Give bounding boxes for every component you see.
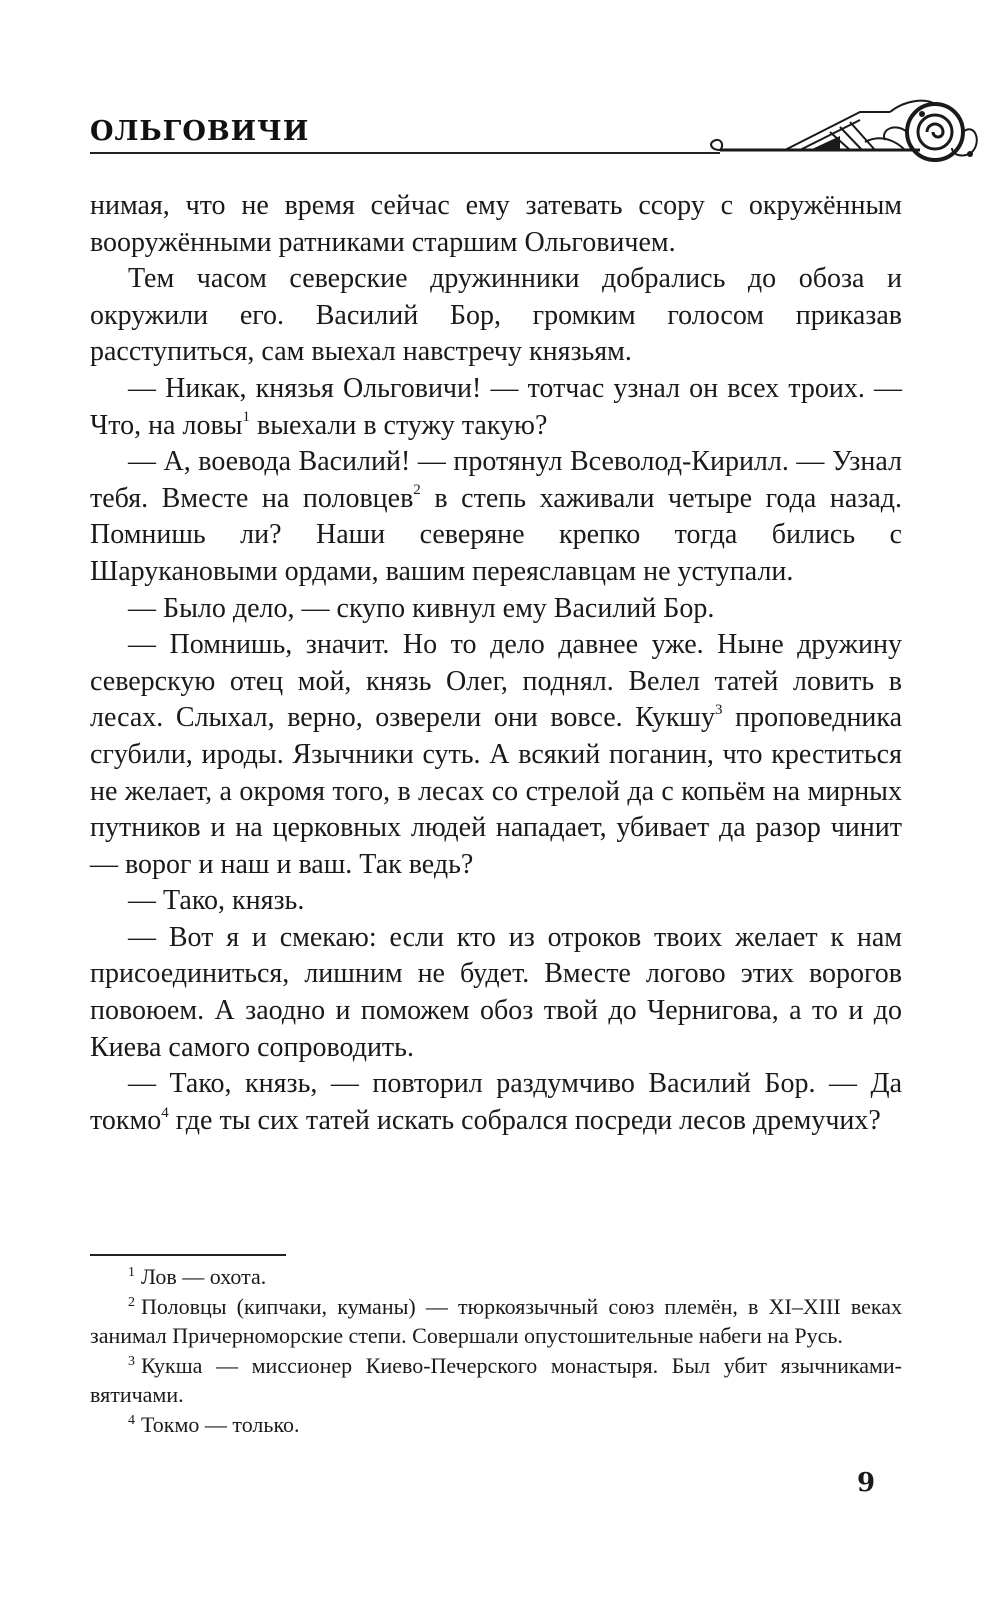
footnote bbox=[90, 1351, 902, 1409]
footnote-text: Кукша — миссионер Киево-Печерского монастыря. Был убит язычниками-вятичами. bbox=[90, 1353, 902, 1407]
footnote-marker[interactable]: 3 bbox=[715, 701, 723, 718]
footnote-number: 2 bbox=[128, 1294, 135, 1310]
footnote-rule bbox=[90, 1254, 286, 1256]
paragraph: Тем часом северские дружинники добрались до обоза и окружили его. Василий Бор, громким голосом приказав расступиться, сам выехал навстречу князьям. bbox=[90, 263, 902, 368]
paragraph bbox=[90, 627, 902, 883]
paragraph: — Было дело, — скупо кивнул ему Василий Бор. bbox=[128, 592, 715, 624]
footnote-number: 1 bbox=[128, 1264, 135, 1280]
paragraph-text: где ты сих татей искать собрался посреди лесов дремучих? bbox=[175, 1104, 881, 1136]
paragraph-text: — А, воевода Василий! — протянул Всеволод-Кирилл. — Узнал тебя. Вместе на половцев bbox=[90, 446, 902, 514]
paragraph: — Вот я и смекаю: если кто из отроков твоих желает к нам присоединиться, лишним не будет. Вместе логово этих ворогов повоюем. А заодно и поможем обоз твой до Чернигова, а то и до Киева самого сопроводить. bbox=[90, 921, 902, 1063]
paragraph bbox=[90, 371, 902, 444]
footnote-number: 3 bbox=[128, 1353, 135, 1369]
paragraph-text: — Никак, князья Ольговичи! — тотчас узнал он всех троих. — Что, на ловы bbox=[90, 372, 902, 441]
footnote-number: 4 bbox=[128, 1412, 135, 1428]
footnote-text: Половцы (кипчаки, куманы) — тюркоязычный союз племён, в XI–XIII веках занимал Причерноморские степи. Совершали опустошительные набеги на Русь. bbox=[90, 1294, 902, 1348]
scroll-ornament-icon bbox=[690, 92, 990, 172]
paragraph: нимая, что не время сейчас ему затевать ссору с окружённым вооружёнными ратниками старшим Ольговичем. bbox=[90, 190, 902, 258]
paragraph-text: — Помнишь, значит. Но то дело давнее уже. Ныне дружину северскую отец мой, князь Олег, поднял. Велел татей ловить в лесах. Слыхал, верно, озверели они вовсе. Кукшу bbox=[90, 629, 902, 734]
paragraph-text: в степь хаживали четыре года назад. Помнишь ли? Наши северяне крепко тогда бились с Шарукановыми ордами, вашим переяславцам не уступали. bbox=[90, 482, 902, 587]
paragraph-text: — Тако, князь, — повторил раздумчиво Василий Бор. — Да токмо bbox=[90, 1068, 902, 1136]
header-rule bbox=[90, 152, 720, 154]
footnote-marker[interactable]: 1 bbox=[242, 409, 250, 426]
footnote-marker[interactable]: 4 bbox=[161, 1104, 169, 1121]
footnote bbox=[90, 1410, 902, 1439]
page-header bbox=[90, 92, 910, 162]
paragraph: — Тако, князь. bbox=[128, 885, 305, 917]
footnote bbox=[90, 1262, 902, 1291]
footnote-marker[interactable]: 2 bbox=[413, 482, 421, 499]
footnote bbox=[90, 1292, 902, 1350]
body-text bbox=[90, 188, 902, 1139]
paragraph bbox=[90, 1066, 902, 1139]
footnote-text: Лов — охота. bbox=[141, 1264, 267, 1289]
running-title: ОЛЬГОВИЧИ bbox=[90, 116, 310, 147]
paragraph-text: выехали в стужу такую? bbox=[256, 409, 548, 441]
footnotes bbox=[90, 1262, 902, 1440]
paragraph bbox=[90, 444, 902, 590]
paragraph-text: проповедника сгубили, ироды. Язычники суть. А всякий поганин, что креститься не желает, а окромя того, в лесах со стрелой да с копьём на мирных путников и на церковных людей нападает, убивает да разор чинит — ворог и наш и ваш. Так ведь? bbox=[90, 702, 903, 880]
page-number: 9 bbox=[857, 1468, 876, 1498]
footnote-text: Токмо — только. bbox=[141, 1412, 300, 1437]
